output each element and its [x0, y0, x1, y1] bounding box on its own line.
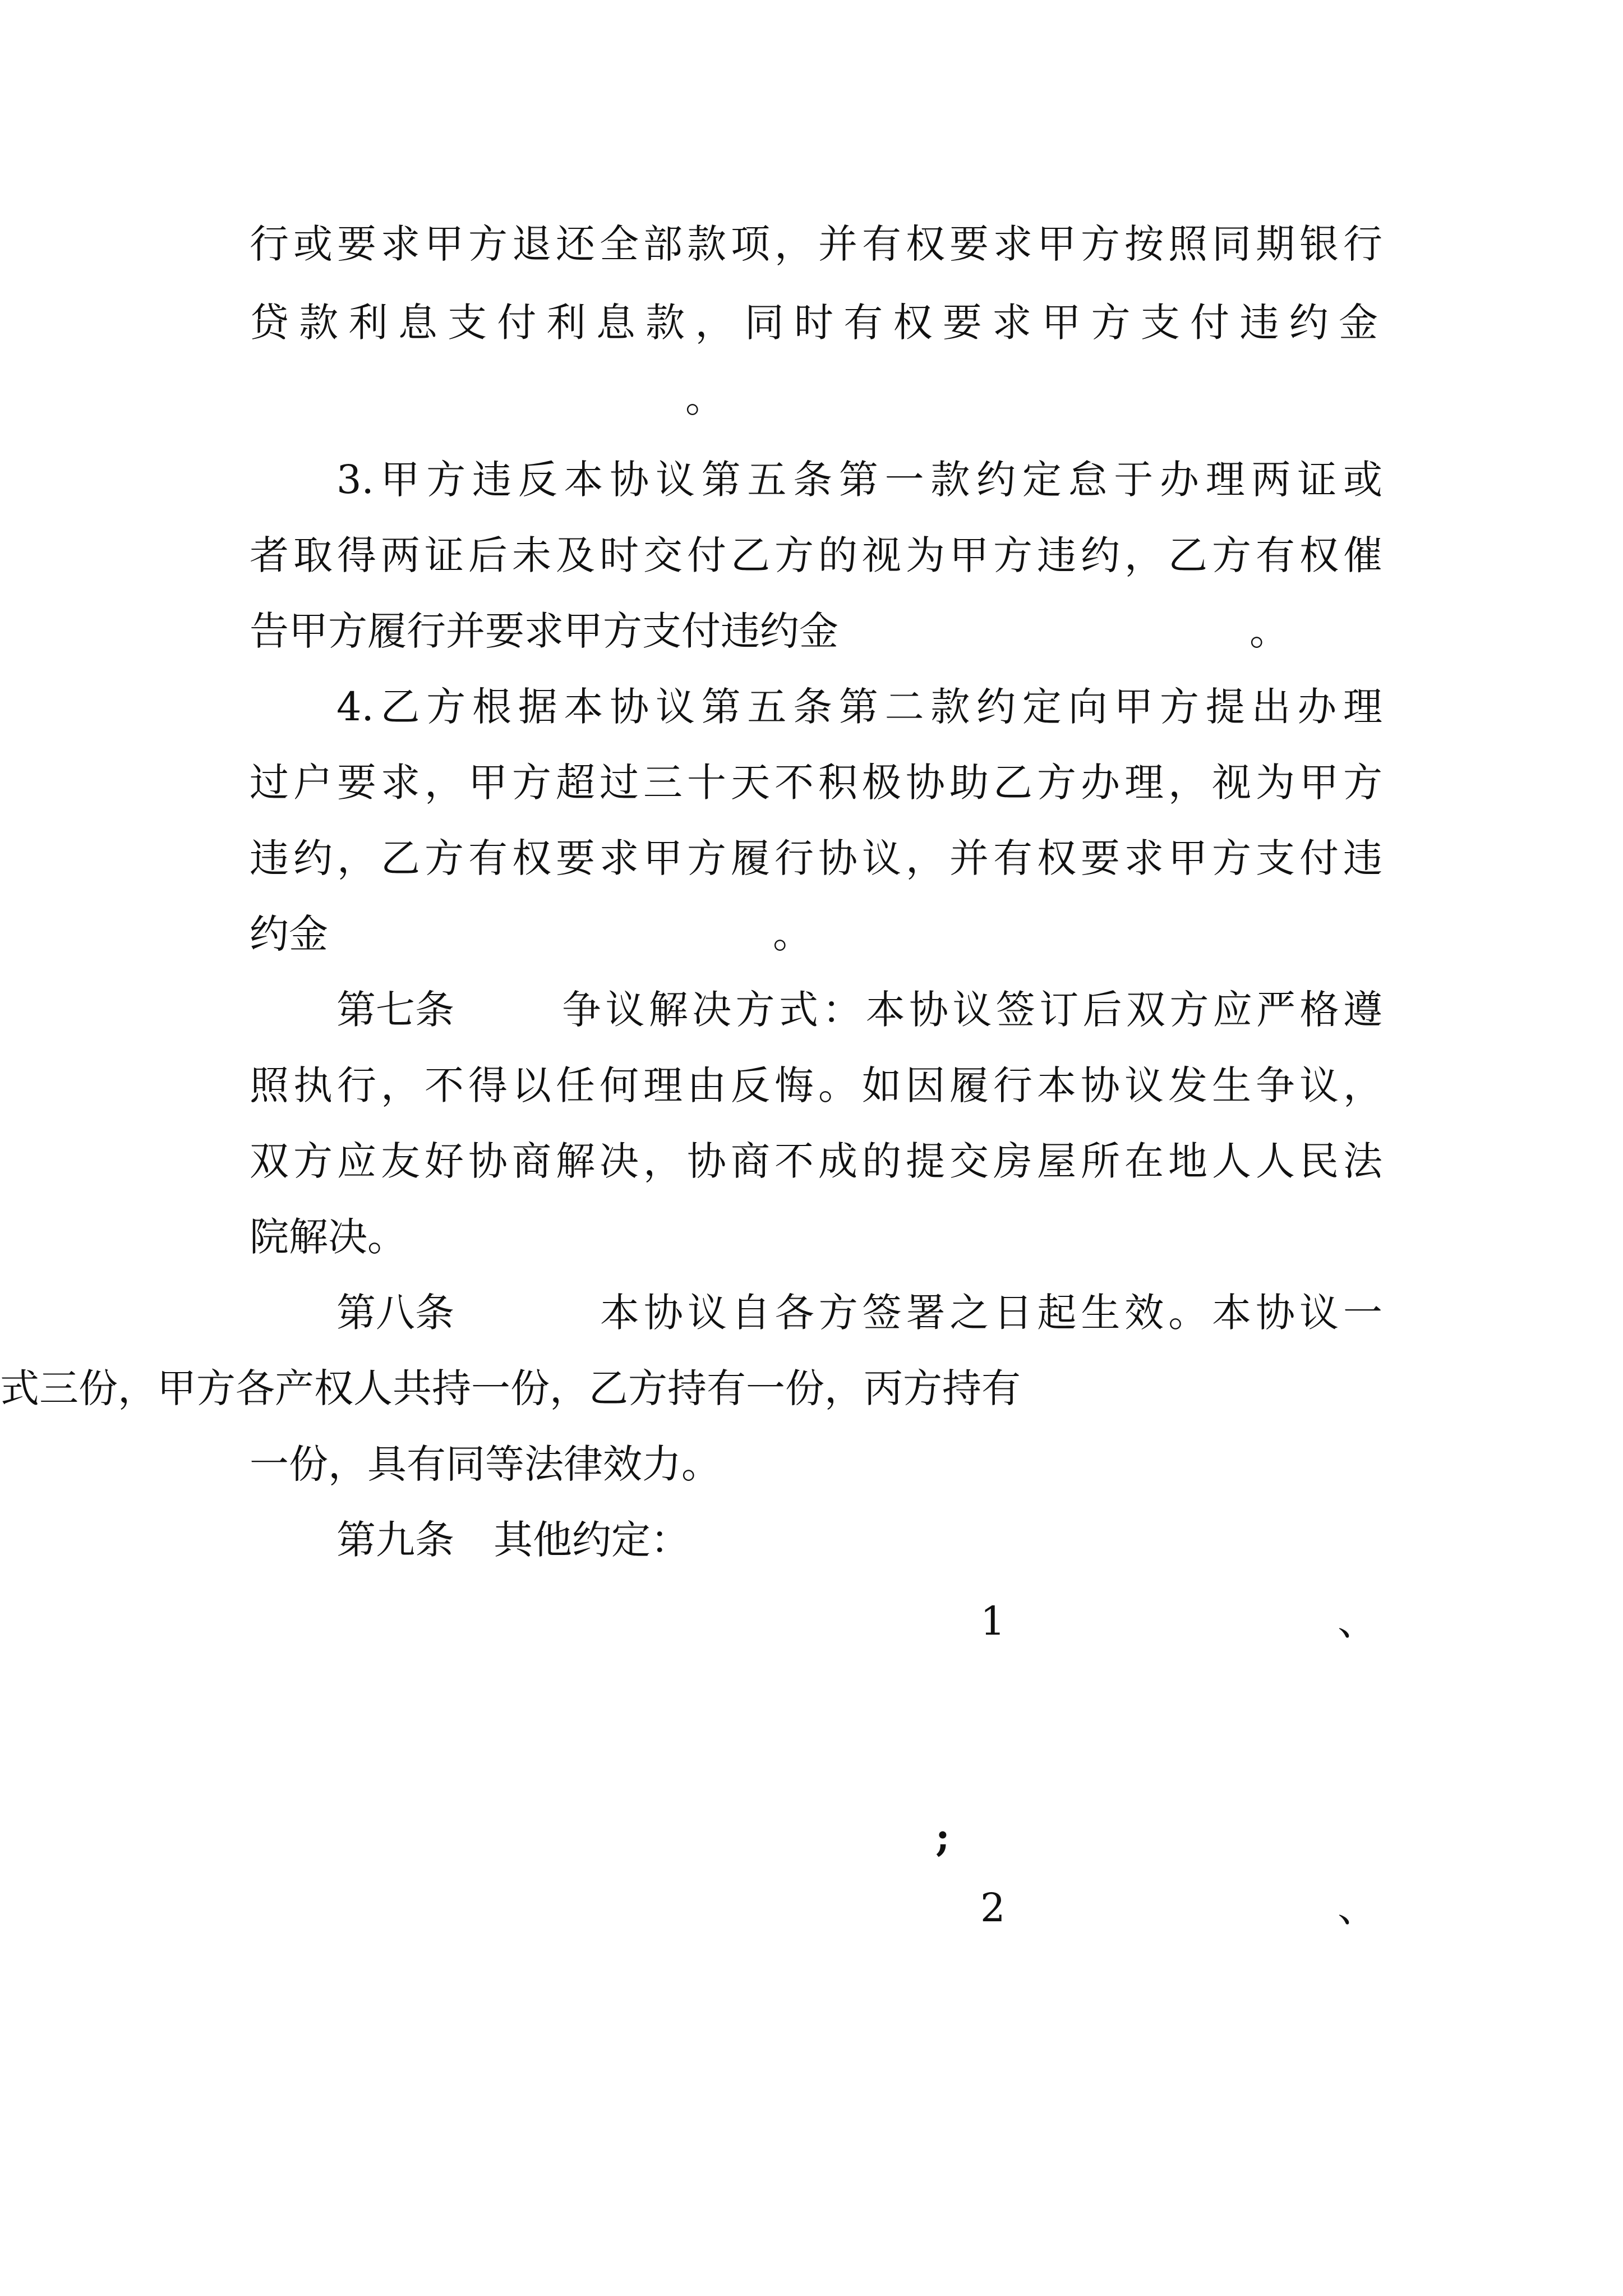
paragraph-line: 过户要求，甲方超过三十天不积极协助乙方办理，视为甲方	[250, 760, 1382, 806]
clause-7-text: 争议解决方式：本协议签订后双方应严格遵	[562, 987, 1382, 1033]
other-item-number: 2	[980, 1885, 1006, 1931]
paragraph-line: 双方应友好协商解决，协商不成的提交房屋所在地人人民法	[250, 1138, 1382, 1184]
paragraph-line: 院解决。	[250, 1214, 407, 1260]
paragraph-line: 一份，具有同等法律效力。	[250, 1441, 721, 1487]
item-semicolon: ;	[935, 1814, 950, 1860]
paragraph-line: 行或要求甲方退还全部款项，并有权要求甲方按照同期银行	[250, 221, 1382, 267]
paragraph-line: 式三份，甲方各产权人共持一份，乙方持有一份，丙方持有	[0, 1365, 1021, 1411]
clause-8-text: 本协议自各方签署之日起生效。本协议一	[600, 1290, 1382, 1336]
paragraph-line: 4.乙方根据本协议第五条第二款约定向甲方提出办理	[336, 684, 1382, 730]
paragraph-line: 告甲方履行并要求甲方支付违约金	[250, 608, 838, 654]
paragraph-line: 照执行，不得以任何理由反悔。如因履行本协议发生争议，	[250, 1062, 1382, 1108]
paragraph-line: 3.甲方违反本协议第五条第一款约定怠于办理两证或	[336, 457, 1382, 503]
enumeration-mark: 、	[1338, 1885, 1377, 1931]
blank-period: 。	[1249, 608, 1289, 654]
paragraph-line: 约金	[250, 911, 328, 957]
blank-period: 。	[685, 375, 725, 421]
blank-period: 。	[773, 911, 812, 957]
enumeration-mark: 、	[1338, 1598, 1377, 1644]
other-item-number: 1	[980, 1598, 1006, 1644]
paragraph-line: 贷款利息支付利息款，同时有权要求甲方支付违约金	[250, 300, 1382, 346]
clause-9-heading: 第九条 其他约定：	[336, 1517, 690, 1563]
paragraph-line: 者取得两证后未及时交付乙方的视为甲方违约，乙方有权催	[250, 532, 1382, 578]
paragraph-line: 违约，乙方有权要求甲方履行协议，并有权要求甲方支付违	[250, 835, 1382, 881]
clause-7-number: 第七条	[336, 987, 454, 1033]
clause-8-number: 第八条	[336, 1290, 454, 1336]
